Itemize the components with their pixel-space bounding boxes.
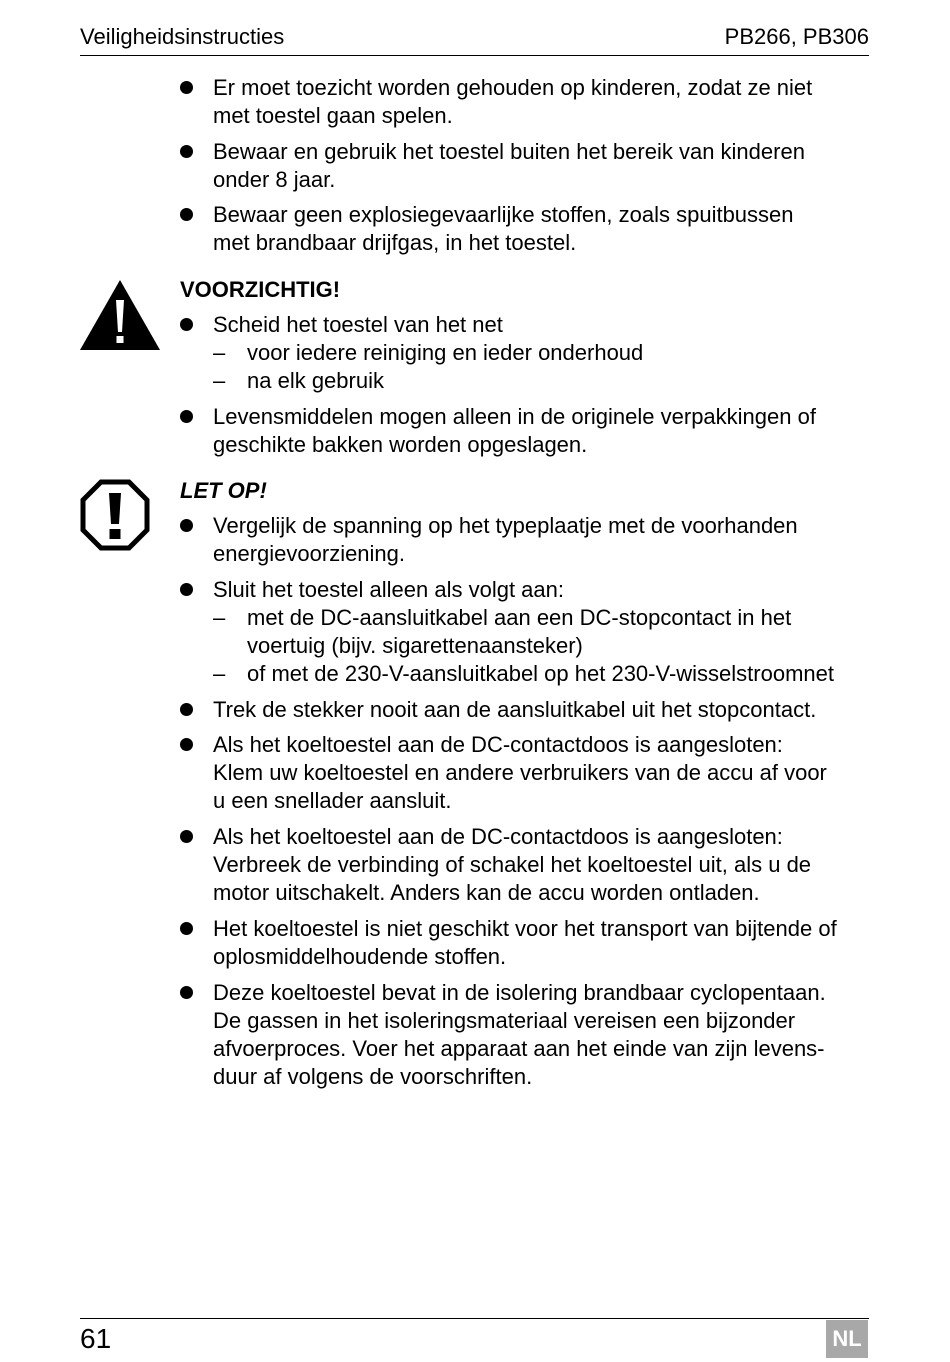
notice-octagon-icon — [80, 479, 150, 551]
sub-list-text: of met de 230-V-aansluitkabel op het 230-V-wisselstroomnet — [247, 661, 834, 686]
list-item — [213, 696, 873, 724]
list-item-line: motor uitschakelt. Anders kan de accu worden ontladen. — [213, 880, 760, 905]
list-item-line: Bewaar en gebruik het toestel buiten het bereik van kinderen — [213, 139, 805, 164]
bullet — [180, 986, 193, 999]
list-item-line: Als het koeltoestel aan de DC-contactdoos is aangesloten: — [213, 824, 783, 849]
list-item-line: onder 8 jaar. — [213, 167, 336, 192]
bullet — [180, 583, 193, 596]
caution-heading: VOORZICHTIG! — [180, 277, 341, 302]
list-item: Scheid het toestel van het net — [213, 312, 503, 337]
list-item — [213, 403, 873, 459]
list-item-line: afvoerproces. Voer het apparaat aan het einde van zijn levens- — [213, 1036, 825, 1061]
list-item — [213, 74, 873, 130]
sub-list-item — [213, 660, 873, 688]
bullet — [180, 145, 193, 158]
model-numbers: PB266, PB306 — [724, 24, 869, 49]
list-item-line: energievoorziening. — [213, 541, 406, 566]
list-item-line: Trek de stekker nooit aan de aansluitkabel uit het stopcontact. — [213, 697, 817, 722]
dash-marker: – — [213, 340, 226, 365]
bullet — [180, 738, 193, 751]
list-item — [213, 979, 873, 1091]
sub-list-item — [213, 339, 873, 367]
list-item — [213, 138, 873, 194]
dash-marker: – — [213, 368, 226, 393]
list-item — [213, 512, 873, 568]
list-item-line: De gassen in het isoleringsmateriaal vereisen een bijzonder — [213, 1008, 796, 1033]
sub-list-text: na elk gebruik — [247, 368, 384, 393]
sub-list-item — [213, 604, 873, 660]
bullet — [180, 208, 193, 221]
dash-marker: – — [213, 661, 226, 686]
list-item-line: Als het koeltoestel aan de DC-contactdoos is aangesloten: — [213, 732, 783, 757]
bullet — [180, 81, 193, 94]
list-item-line: met toestel gaan spelen. — [213, 103, 453, 128]
list-item: Sluit het toestel alleen als volgt aan: — [213, 577, 565, 602]
list-item-line: met brandbaar drijfgas, in het toestel. — [213, 230, 577, 255]
bullet — [180, 703, 193, 716]
list-item-line: Klem uw koeltoestel en andere verbruikers van de accu af voor — [213, 760, 827, 785]
list-item — [213, 915, 873, 971]
list-item-line: Deze koeltoestel bevat in de isolering brandbaar cyclopentaan. — [213, 980, 826, 1005]
notice-heading: LET OP! — [180, 478, 267, 503]
list-item-line: Er moet toezicht worden gehouden op kinderen, zodat ze niet — [213, 75, 813, 100]
section-title: Veiligheidsinstructies — [80, 24, 285, 49]
list-item — [213, 823, 873, 907]
list-item-line: geschikte bakken worden opgeslagen. — [213, 432, 588, 457]
list-item-line: oplosmiddelhoudende stoffen. — [213, 944, 507, 969]
list-item-line: Bewaar geen explosiegevaarlijke stoffen, zoals spuitbussen — [213, 202, 794, 227]
bullet — [180, 318, 193, 331]
list-item-line: duur af volgens de voorschriften. — [213, 1064, 533, 1089]
list-item-line: u een snellader aansluit. — [213, 788, 452, 813]
bullet — [180, 922, 193, 935]
footer-divider — [80, 1318, 869, 1319]
page-number: 61 — [80, 1323, 112, 1354]
list-item-line: Verbreek de verbinding of schakel het koeltoestel uit, als u de — [213, 852, 812, 877]
list-item-line: Vergelijk de spanning op het typeplaatje met de voorhanden — [213, 513, 798, 538]
bullet — [180, 830, 193, 843]
sub-list-text: voor iedere reiniging en ieder onderhoud — [247, 340, 644, 365]
bullet — [180, 519, 193, 532]
sub-list-item — [213, 367, 873, 395]
dash-marker: – — [213, 605, 226, 630]
page-header — [80, 22, 869, 56]
language-badge: NL — [826, 1320, 868, 1358]
list-item — [213, 731, 873, 815]
bullet — [180, 410, 193, 423]
list-item — [213, 201, 873, 257]
sub-list-text: met de DC-aansluitkabel aan een DC-stopcontact in het — [247, 605, 792, 630]
list-item-line: Levensmiddelen mogen alleen in de originele verpakkingen of — [213, 404, 816, 429]
warning-triangle-icon — [80, 280, 160, 352]
list-item-line: Het koeltoestel is niet geschikt voor het transport van bijtende of — [213, 916, 837, 941]
sub-list-text: voertuig (bijv. sigarettenaansteker) — [247, 633, 583, 658]
